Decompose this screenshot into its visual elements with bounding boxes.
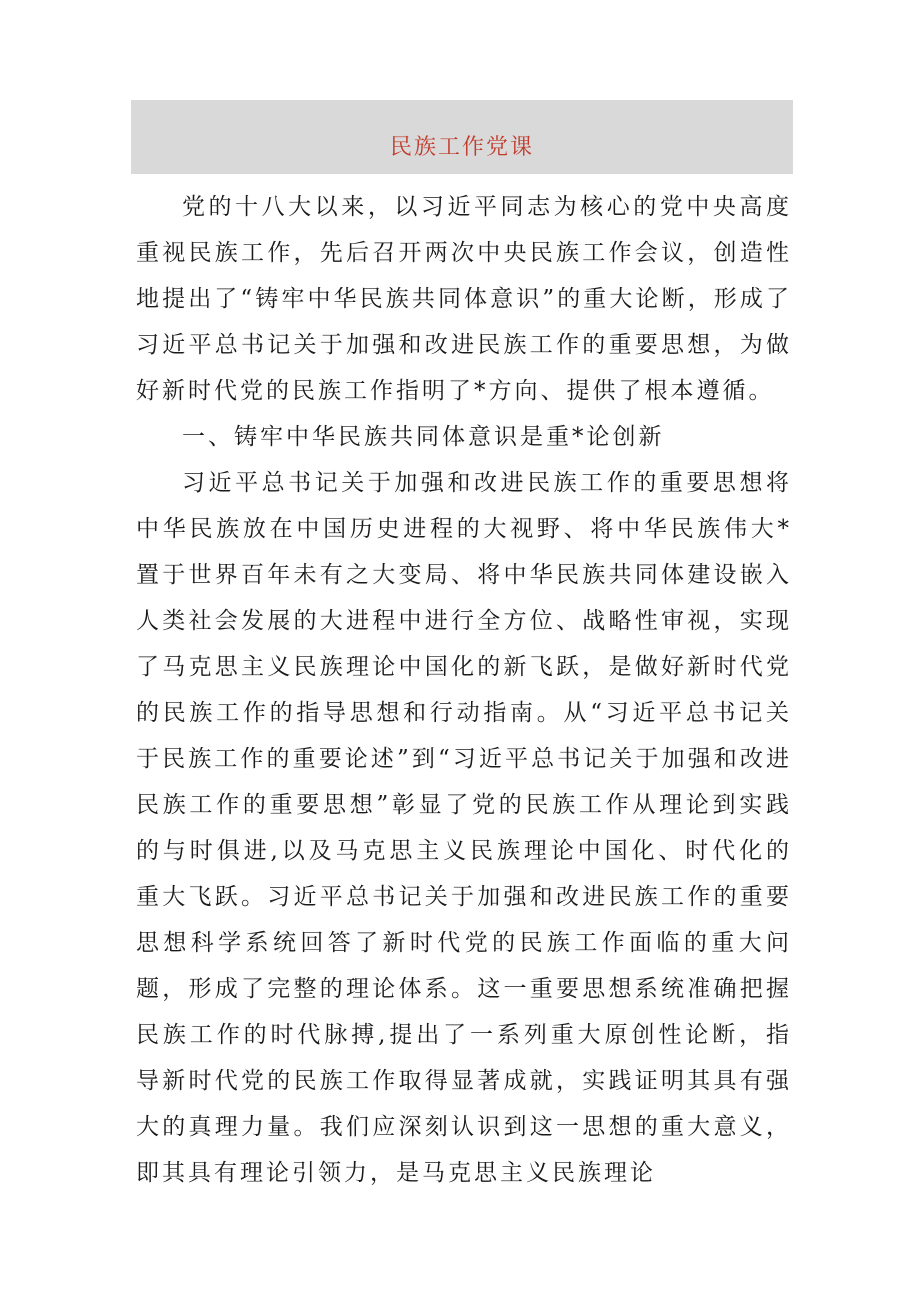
- paragraph-intro: 党的十八大以来，以习近平同志为核心的党中央高度重视民族工作，先后召开两次中央民族工作会议，创造性地提出了“铸牢中华民族共同体意识”的重大论断，形成了习近平总书记关于加强和改进民族工作的重要思想，为做好新时代党的民族工作指明了*方向、提供了根本遵循。: [136, 194, 792, 404]
- section-heading: 一、铸牢中华民族共同体意识是重*论创新: [182, 424, 665, 450]
- document-title: 民族工作党课: [389, 134, 534, 160]
- paragraph-section-1: 习近平总书记关于加强和改进民族工作的重要思想将中华民族放在中国历史进程的大视野、将中华民族伟大*置于世界百年未有之大变局、将中华民族共同体建设嵌入人类社会发展的大进程中进行全方位、战略性审视，实现了马克思主义民族理论中国化的新飞跃，是做好新时代党的民族工作的指导思想和行动指南。从“习近平总书记关于民族工作的重要论述”到“习近平总书记关于加强和改进民族工作的重要思想”彰显了党的民族工作从理论到实践的与时俱进,以及马克思主义民族理论中国化、时代化的重大飞跃。习近平总书记关于加强和改进民族工作的重要思想科学系统回答了新时代党的民族工作面临的重大问题，形成了完整的理论体系。这一重要思想系统准确把握民族工作的时代脉搏,提出了一系列重大原创性论断，指导新时代党的民族工作取得显著成就，实践证明其具有强大的真理力量。我们应深刻认识到这一思想的重大意义，即其具有理论引领力，是马克思主义民族理论: [136, 470, 792, 1186]
- title-banner: [131, 100, 793, 174]
- document-body: [136, 184, 792, 1196]
